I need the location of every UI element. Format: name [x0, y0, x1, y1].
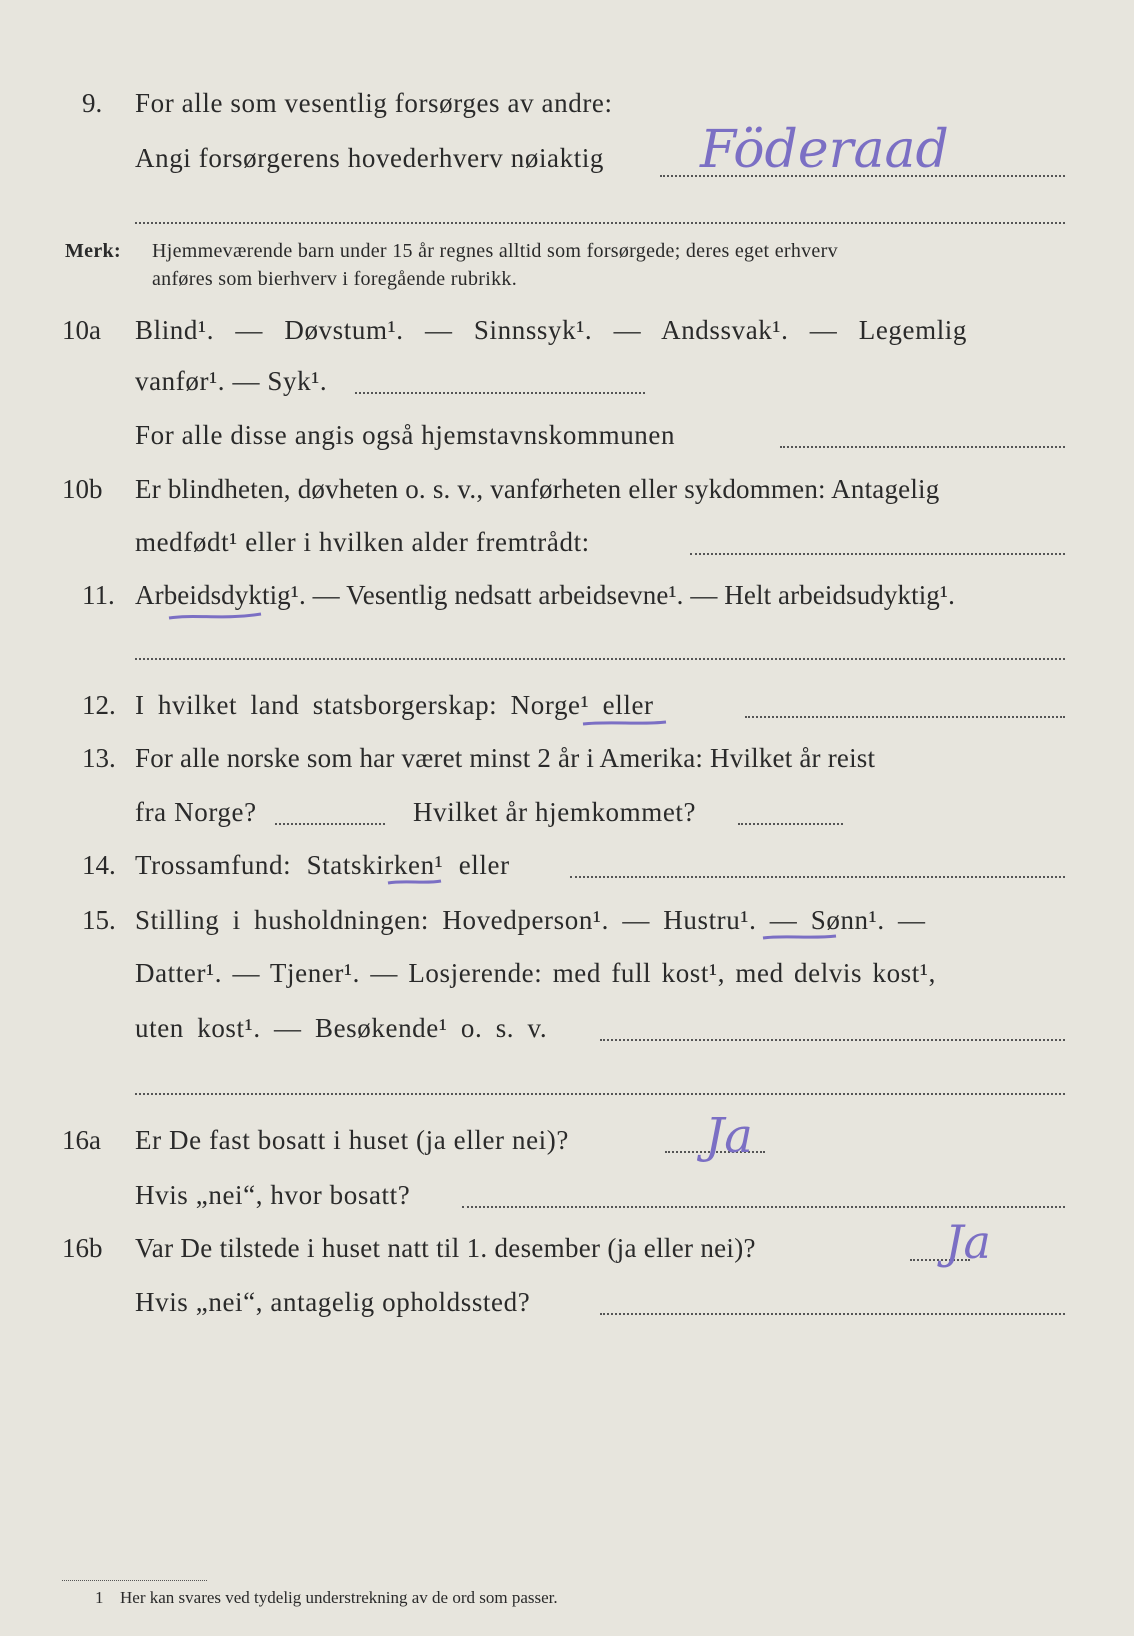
q9-handwritten-answer: Föderaad	[700, 120, 949, 180]
merk-line1: Hjemmeværende barn under 15 år regnes alltid som forsørgede; deres eget erhverv	[152, 240, 838, 262]
q12-answer-line[interactable]	[745, 716, 1065, 718]
q12-number: 12.	[82, 690, 116, 720]
q13-number: 13.	[82, 743, 116, 773]
q10b-line1: Er blindheten, døvheten o. s. v., vanførheten eller sykdommen: Antagelig	[135, 474, 940, 504]
q13-reist-line[interactable]	[275, 823, 385, 825]
q10b-number: 10b	[62, 474, 103, 504]
q10a-kommune-line[interactable]	[780, 446, 1065, 448]
q13-hjemkommet-line[interactable]	[738, 823, 843, 825]
q16a-line1: Er De fast bosatt i huset (ja eller nei)?	[135, 1125, 569, 1155]
q9-extra-line[interactable]	[135, 222, 1065, 224]
q15-line1: Stilling i husholdningen: Hovedperson¹. — Hustru¹. — Sønn¹. —	[135, 905, 926, 935]
q9-line1: For alle som vesentlig forsørges av andre:	[135, 88, 613, 118]
q15-ink-underline	[760, 930, 840, 944]
q15-line2: Datter¹. — Tjener¹. — Losjerende: med full kost¹, med delvis kost¹,	[135, 958, 936, 988]
q16b-number: 16b	[62, 1233, 103, 1263]
q15-answer-line[interactable]	[600, 1039, 1065, 1041]
q10a-line1: Blind¹. — Døvstum¹. — Sinnssyk¹. — Andssvak¹. — Legemlig	[135, 315, 968, 345]
q10b-line2: medfødt¹ eller i hvilken alder fremtrådt:	[135, 527, 590, 557]
q15-extra-line[interactable]	[135, 1093, 1065, 1095]
q10a-answer-line[interactable]	[355, 392, 645, 394]
merk-label: Merk:	[65, 240, 121, 262]
q16a-number: 16a	[62, 1125, 101, 1155]
q10a-line2: vanfør¹. — Syk¹.	[135, 366, 328, 396]
q16b-line1: Var De tilstede i huset natt til 1. desember (ja eller nei)?	[135, 1233, 756, 1263]
q15-line3: uten kost¹. — Besøkende¹ o. s. v.	[135, 1013, 548, 1043]
q10a-number: 10a	[62, 315, 101, 345]
footnote-mark: 1	[95, 1588, 104, 1607]
q11-ink-underline	[165, 606, 265, 624]
footnote-text: Her kan svares ved tydelig understrekning av de ord som passer.	[120, 1588, 558, 1607]
q14-answer-line[interactable]	[570, 876, 1065, 878]
q16a-line2: Hvis „nei“, hvor bosatt?	[135, 1180, 411, 1210]
q16b-line2: Hvis „nei“, antagelig opholdssted?	[135, 1287, 531, 1317]
q13-line1: For alle norske som har været minst 2 år i Amerika: Hvilket år reist	[135, 743, 876, 773]
q13-line2b: Hvilket år hjemkommet?	[413, 797, 697, 827]
q9-number: 9.	[82, 88, 103, 118]
q16b-handwritten-answer: Ja	[945, 1215, 991, 1269]
q14-line1: Trossamfund: Statskirken¹ eller	[135, 850, 510, 880]
footnote-rule	[62, 1580, 207, 1581]
merk-line2: anføres som bierhverv i foregående rubrikk.	[152, 268, 517, 290]
q16a-bosatt-line[interactable]	[462, 1206, 1065, 1208]
q16b-opholdssted-line[interactable]	[600, 1313, 1065, 1315]
q11-line1: Arbeidsdyktig¹. — Vesentlig nedsatt arbeidsevne¹. — Helt arbeidsudyktig¹.	[135, 580, 955, 610]
q10b-answer-line[interactable]	[690, 553, 1065, 555]
q13-line2a: fra Norge?	[135, 797, 257, 827]
q9-line2-label: Angi forsørgerens hovederhverv nøiaktig	[135, 143, 605, 173]
q14-number: 14.	[82, 850, 116, 880]
q14-ink-underline	[385, 875, 445, 889]
q16a-handwritten-answer: Ja	[705, 1108, 753, 1164]
q12-line1: I hvilket land statsborgerskap: Norge¹ eller	[135, 690, 654, 720]
q10a-line3: For alle disse angis også hjemstavnskommunen	[135, 420, 676, 450]
q11-number: 11.	[82, 580, 115, 610]
q11-extra-line[interactable]	[135, 658, 1065, 660]
q15-number: 15.	[82, 905, 116, 935]
q12-ink-underline	[580, 716, 670, 730]
